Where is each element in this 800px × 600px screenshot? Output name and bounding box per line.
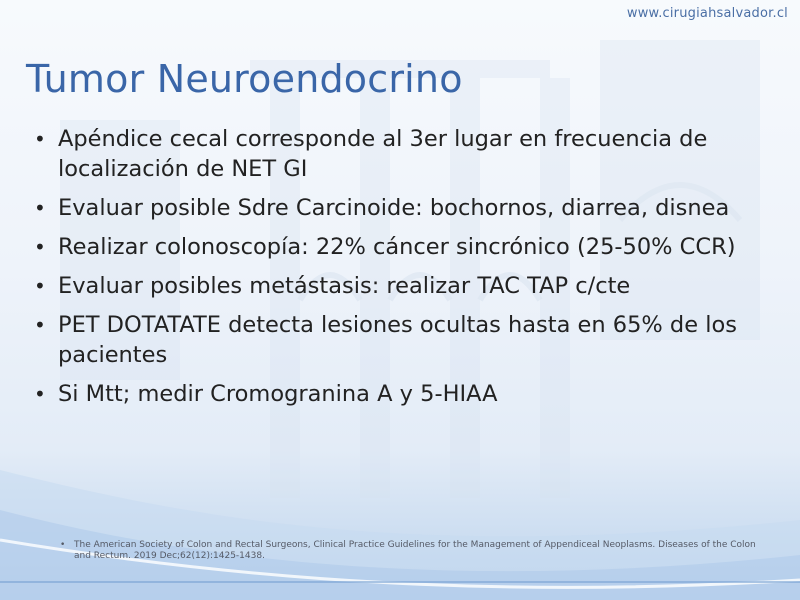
bullet-text: Si Mtt; medir Cromogranina A y 5-HIAA: [58, 381, 498, 407]
bullet-item: [34, 193, 764, 223]
reference-item: [60, 540, 760, 562]
bullet-item: [34, 271, 764, 301]
bullet-dot-icon: •: [34, 127, 46, 151]
bullet-dot-icon: •: [34, 382, 46, 406]
reference-list: [60, 540, 760, 562]
slide-title: Tumor Neuroendocrino: [26, 57, 463, 102]
bullet-text: Evaluar posible Sdre Carcinoide: bochornos, diarrea, disnea: [58, 195, 730, 221]
reference-text: The American Society of Colon and Rectal Surgeons, Clinical Practice Guidelines for the Management of Appendiceal Neoplasms. Diseases of the Colon and Rectum. 2019 Dec;62(12):1425-1438.: [74, 540, 756, 561]
bullet-dot-icon: •: [34, 274, 46, 298]
bullet-text: Evaluar posibles metástasis: realizar TAC TAP c/cte: [58, 273, 631, 299]
bullet-dot-icon: •: [34, 196, 46, 220]
website-url: www.cirugiahsalvador.cl: [626, 6, 788, 21]
bullet-text: PET DOTATATE detecta lesiones ocultas hasta en 65% de los pacientes: [58, 312, 737, 368]
bullet-list: [34, 124, 764, 418]
bullet-text: Apéndice cecal corresponde al 3er lugar en frecuencia de localización de NET GI: [58, 126, 708, 182]
bullet-item: [34, 310, 764, 370]
bullet-item: [34, 232, 764, 262]
bullet-item: [34, 124, 764, 184]
bullet-dot-icon: •: [60, 540, 66, 550]
bullet-dot-icon: •: [34, 313, 46, 337]
bullet-item: [34, 379, 764, 409]
bullet-text: Realizar colonoscopía: 22% cáncer sincrónico (25-50% CCR): [58, 234, 736, 260]
bullet-dot-icon: •: [34, 235, 46, 259]
